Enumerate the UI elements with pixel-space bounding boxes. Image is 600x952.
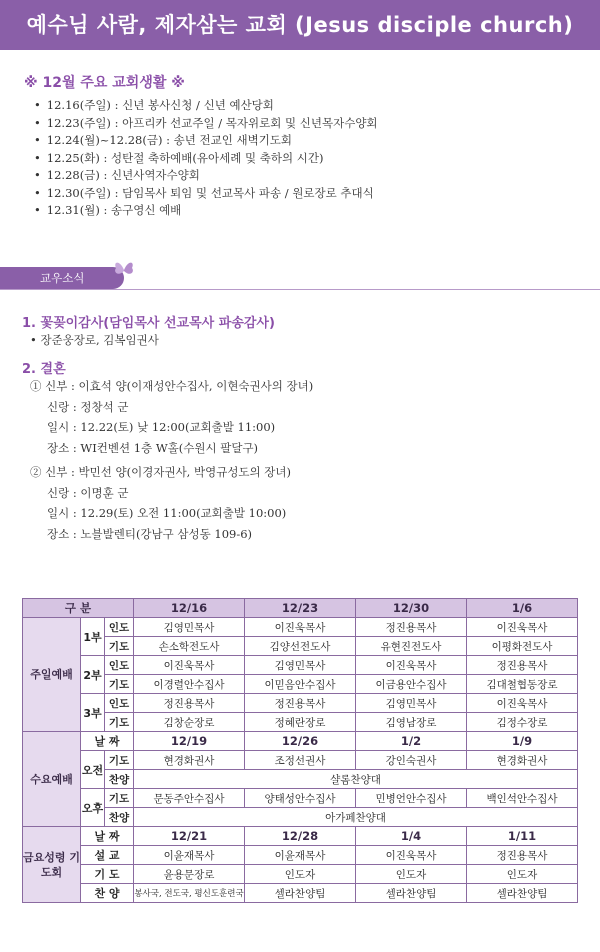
table-cell: 셀라찬양팀 [467,884,578,903]
wedding1-groom: 신랑 : 정창석 군 [47,400,129,414]
role-label: 인도 [105,618,134,637]
role-label: 기도 [105,637,134,656]
table-cell: 샬롬찬양대 [134,770,578,789]
row-date: 1/2 [356,732,467,751]
wednesday-service-label: 수요예배 [23,732,81,827]
wedding2-bride: ② 신부 : 박민선 양(이경자권사, 박영규성도의 장녀) [30,465,292,479]
table-cell: 김대철협동장로 [467,675,578,694]
table-cell: 정진용목사 [245,694,356,713]
page-banner: 예수님 사람, 제자삼는 교회 (Jesus disciple church) [0,0,600,50]
table-cell: 김양선전도사 [245,637,356,656]
table-cell: 정진용목사 [356,618,467,637]
table-row [23,770,578,789]
header-date: 12/23 [245,599,356,618]
table-cell: 윤용문장로 [134,865,245,884]
table-cell: 정혜란장로 [245,713,356,732]
flower-thanks-names: • 장준웅장로, 김복임권사 [30,333,159,347]
table-cell: 이진욱목사 [134,656,245,675]
row-date: 1/11 [467,827,578,846]
table-row [23,846,578,865]
table-cell: 김영남장로 [356,713,467,732]
news-section-tag: 교우소식 [0,267,124,289]
table-cell: 이평화전도사 [467,637,578,656]
row-date: 1/9 [467,732,578,751]
table-cell: 김영민목사 [245,656,356,675]
wedding1-place: 장소 : WI컨벤션 1층 W홀(수원시 팔달구) [47,441,259,455]
table-cell: 조정선권사 [245,751,356,770]
event-item: • 12.30(주일) : 담임목사 퇴임 및 선교목사 파송 / 원로장로 추대식 [34,185,378,203]
table-row [23,827,578,846]
wedding2-date: 일시 : 12.29(토) 오전 11:00(교회출발 10:00) [47,506,287,520]
events-list [34,97,378,220]
table-row [23,865,578,884]
row-date: 12/28 [245,827,356,846]
table-cell: 이진욱목사 [467,618,578,637]
table-row [23,808,578,827]
role-label: 기도 [105,751,134,770]
table-cell: 이진욱목사 [467,694,578,713]
table-cell: 백인석안수집사 [467,789,578,808]
role-label: 설 교 [81,846,134,865]
table-cell: 인도자 [245,865,356,884]
role-label: 찬양 [105,808,134,827]
event-item: • 12.25(화) : 성탄절 축하예배(유아세례 및 축하의 시간) [34,150,378,168]
table-cell: 양태성안수집사 [245,789,356,808]
role-label: 인도 [105,694,134,713]
table-cell: 김창순장로 [134,713,245,732]
table-row [23,618,578,637]
table-cell: 문동주안수집사 [134,789,245,808]
table-cell: 정진용목사 [467,846,578,865]
header-date: 1/6 [467,599,578,618]
role-label: 기도 [105,713,134,732]
table-cell: 이믿음안수집사 [245,675,356,694]
event-item: • 12.23(주일) : 아프리카 선교주일 / 목자위로회 및 신년목자수양회 [34,115,378,133]
table-cell: 강인숙권사 [356,751,467,770]
row-date: 1/4 [356,827,467,846]
table-cell: 현경화권사 [134,751,245,770]
table-row [23,751,578,770]
role-label: 인도 [105,656,134,675]
event-item: • 12.31(월) : 송구영신 예배 [34,202,378,220]
table-cell: 셀라찬양팀 [356,884,467,903]
table-cell: 정진용목사 [467,656,578,675]
table-cell: 인도자 [467,865,578,884]
table-row [23,656,578,675]
wedding1-bride: ① 신부 : 이효석 양(이재성안수집사, 이현숙권사의 장녀) [30,379,314,393]
service-part-label: 3부 [81,694,105,732]
friday-prayer-label: 금요성령 기도회 [23,827,81,903]
row-date: 12/26 [245,732,356,751]
table-cell: 이진욱목사 [245,618,356,637]
table-cell: 아가페찬양대 [134,808,578,827]
butterfly-icon [112,258,136,280]
table-cell: 김정수장로 [467,713,578,732]
header-label: 구 분 [23,599,134,618]
event-item: • 12.16(주일) : 신년 봉사신청 / 신년 예산당회 [34,97,378,115]
role-label: 기 도 [81,865,134,884]
table-cell: 이윤재목사 [245,846,356,865]
role-label: 찬양 [105,770,134,789]
table-row [23,713,578,732]
header-date: 12/30 [356,599,467,618]
table-cell: 이금용안수집사 [356,675,467,694]
row-date: 12/19 [134,732,245,751]
table-header-row [23,599,578,618]
table-row [23,675,578,694]
role-label: 기도 [105,789,134,808]
events-title: ※ 12월 주요 교회생활 ※ [24,75,185,91]
flower-thanks-title: 1. 꽃꽂이감사(담임목사 선교목사 파송감사) [22,316,275,331]
table-row [23,637,578,656]
service-part-label: 오전 [81,751,105,789]
header-date: 12/16 [134,599,245,618]
wedding-title: 2. 결혼 [22,362,66,377]
table-row [23,789,578,808]
date-label: 날 짜 [81,732,134,751]
table-cell: 이진욱목사 [356,656,467,675]
service-part-label: 오후 [81,789,105,827]
table-cell: 손소학전도사 [134,637,245,656]
table-cell: 민병언안수집사 [356,789,467,808]
service-part-label: 1부 [81,618,105,656]
wedding2-place: 장소 : 노블발렌티(강남구 삼성동 109-6) [47,527,253,541]
row-date: 12/21 [134,827,245,846]
table-cell: 셀라찬양팀 [245,884,356,903]
table-cell: 인도자 [356,865,467,884]
table-cell: 봉사국, 전도국, 평신도훈련국 [134,884,245,903]
role-label: 찬 양 [81,884,134,903]
wedding2-groom: 신랑 : 이명훈 군 [47,486,129,500]
table-cell: 현경화권사 [467,751,578,770]
table-row [23,884,578,903]
date-label: 날 짜 [81,827,134,846]
table-cell: 이진욱목사 [356,846,467,865]
table-cell: 이윤재목사 [134,846,245,865]
table-cell: 김영민목사 [134,618,245,637]
event-item: • 12.28(금) : 신년사역자수양회 [34,167,378,185]
table-cell: 김영민목사 [356,694,467,713]
wedding1-date: 일시 : 12.22(토) 낮 12:00(교회출발 11:00) [47,420,276,434]
table-cell: 정진용목사 [134,694,245,713]
event-item: • 12.24(월)~12.28(금) : 송년 전교인 새벽기도회 [34,132,378,150]
table-row [23,694,578,713]
table-cell: 유현진전도사 [356,637,467,656]
section-divider [0,289,600,290]
service-schedule-table [22,598,578,903]
service-part-label: 2부 [81,656,105,694]
table-cell: 이경렬안수집사 [134,675,245,694]
role-label: 기도 [105,675,134,694]
table-row [23,732,578,751]
sunday-service-label: 주일예배 [23,618,81,732]
